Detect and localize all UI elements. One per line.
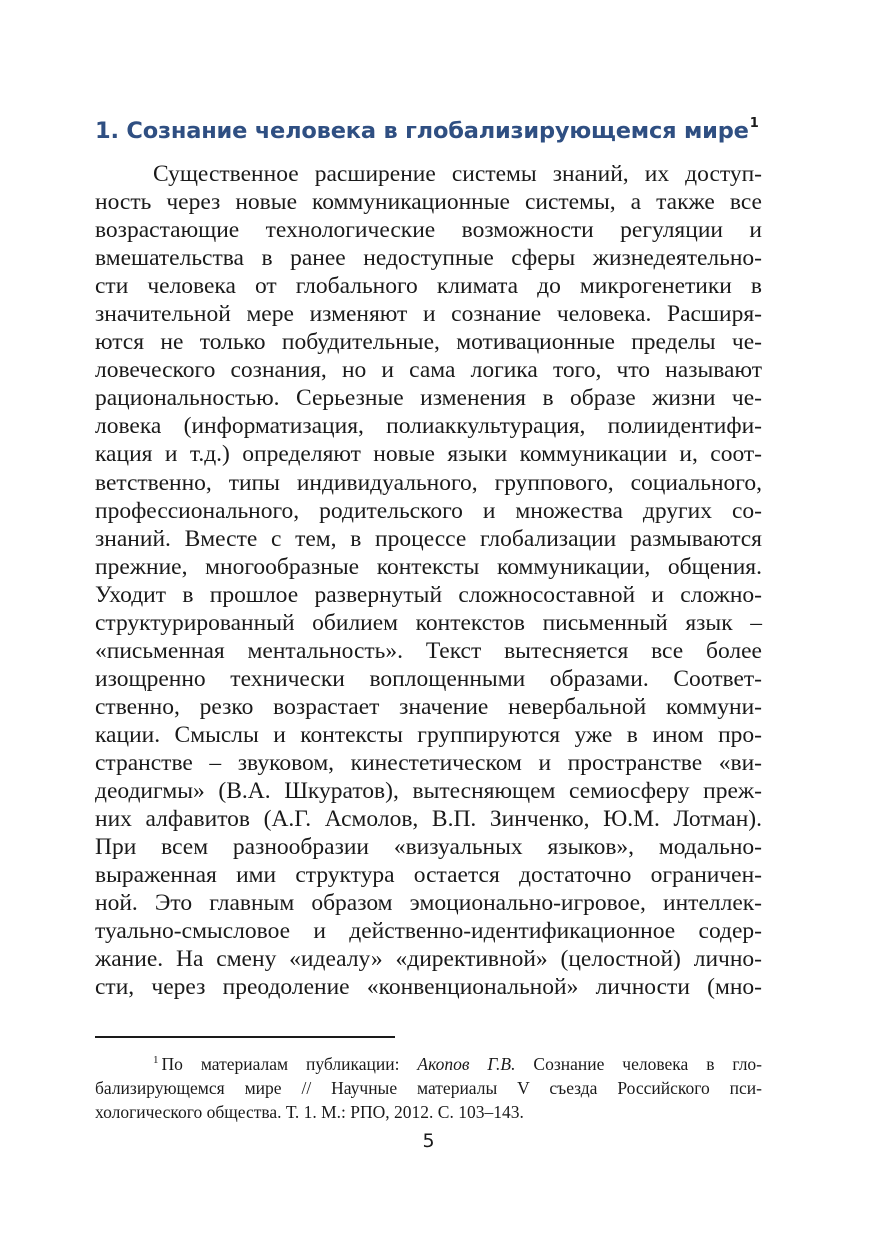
footnote-line: хологического общества. Т. 1. М.: РПО, 2012. С. 103–143.: [95, 1102, 524, 1122]
document-page: [95, 0, 765, 1240]
body-line: деодигмы» (В.А. Шкуратов), вытесняющем семиосферу преж-: [95, 778, 762, 805]
footnote-title-start: Сознание человека в гло-: [515, 1054, 762, 1074]
footnote-author: Акопов Г.В.: [417, 1054, 516, 1074]
body-line: туально-смысловое и действенно-идентификационное содер-: [95, 918, 762, 945]
body-line: странстве – звуковом, кинестетическом и пространстве «ви-: [95, 749, 762, 776]
body-line: кации. Смыслы и контексты группируются уже в ином про-: [95, 721, 762, 748]
body-line: прежние, многообразные контексты коммуникации, общения.: [95, 553, 762, 580]
page-number: 5: [422, 1130, 435, 1152]
body-line: ловеческого сознания, но и сама логика того, что называют: [95, 357, 762, 384]
body-line: кация и т.д.) определяют новые языки коммуникации и, соот-: [95, 441, 762, 468]
body-line: ность через новые коммуникационные системы, а также все: [95, 189, 762, 216]
body-line: ются не только побудительные, мотивационные пределы че-: [95, 329, 762, 356]
footnote: [95, 1048, 762, 1124]
body-line: жание. На смену «идеалу» «директивной» (целостной) лично-: [95, 946, 762, 973]
body-line: Уходит в прошлое развернутый сложносоставной и сложно-: [95, 581, 762, 608]
body-line: ной. Это главным образом эмоционально-игровое, интеллек-: [95, 890, 762, 917]
body-line: структурированный обилием контекстов письменный язык –: [95, 609, 762, 636]
body-line: ловека (информатизация, полиаккультурация, полиидентифи-: [95, 413, 762, 440]
body-line: «письменная ментальность». Текст вытесняется все более: [95, 637, 762, 664]
footnote-separator: [95, 1036, 395, 1038]
footnote-line: бализирующемся мире // Научные материалы V съезда Российского пси-: [95, 1078, 762, 1098]
section-heading: [95, 116, 759, 144]
body-line: значительной мере изменяют и сознание человека. Расширя-: [95, 301, 762, 328]
body-line: знаний. Вместе с тем, в процессе глобализации размываются: [95, 525, 762, 552]
footnote-mark: 1: [153, 1054, 159, 1066]
body-line: рациональностью. Серьезные изменения в образе жизни че-: [95, 385, 762, 412]
body-line: возрастающие технологические возможности регуляции и: [95, 217, 762, 244]
body-line: профессионального, родительского и множества других со-: [95, 497, 762, 524]
body-line: ственно, резко возрастает значение невербальной коммуни-: [95, 693, 762, 720]
body-line: вмешательства в ранее недоступные сферы жизнедеятельно-: [95, 245, 762, 272]
body-line: них алфавитов (А.Г. Асмолов, В.П. Зинченко, Ю.М. Лотман).: [95, 806, 762, 833]
section-heading-text: 1. Сознание человека в глобализирующемся мире: [95, 118, 749, 144]
body-paragraph: [95, 160, 762, 1001]
body-line: сти человека от глобального климата до микрогенетики в: [95, 273, 762, 300]
heading-footnote-mark: 1: [749, 116, 759, 131]
footnote-line: [95, 1048, 762, 1076]
body-line: Существенное расширение системы знаний, их доступ-: [153, 161, 762, 187]
body-line: ветственно, типы индивидуального, группового, социального,: [95, 469, 762, 496]
body-line: При всем разнообразии «визуальных языков», модально-: [95, 834, 762, 861]
body-line: выраженная ими структура остается достаточно ограничен-: [95, 862, 762, 889]
body-line: сти, через преодоление «конвенциональной» личности (мно-: [95, 974, 762, 1001]
body-line: изощренно технически воплощенными образами. Соответ-: [95, 665, 762, 692]
footnote-prefix: По материалам публикации:: [161, 1054, 418, 1074]
